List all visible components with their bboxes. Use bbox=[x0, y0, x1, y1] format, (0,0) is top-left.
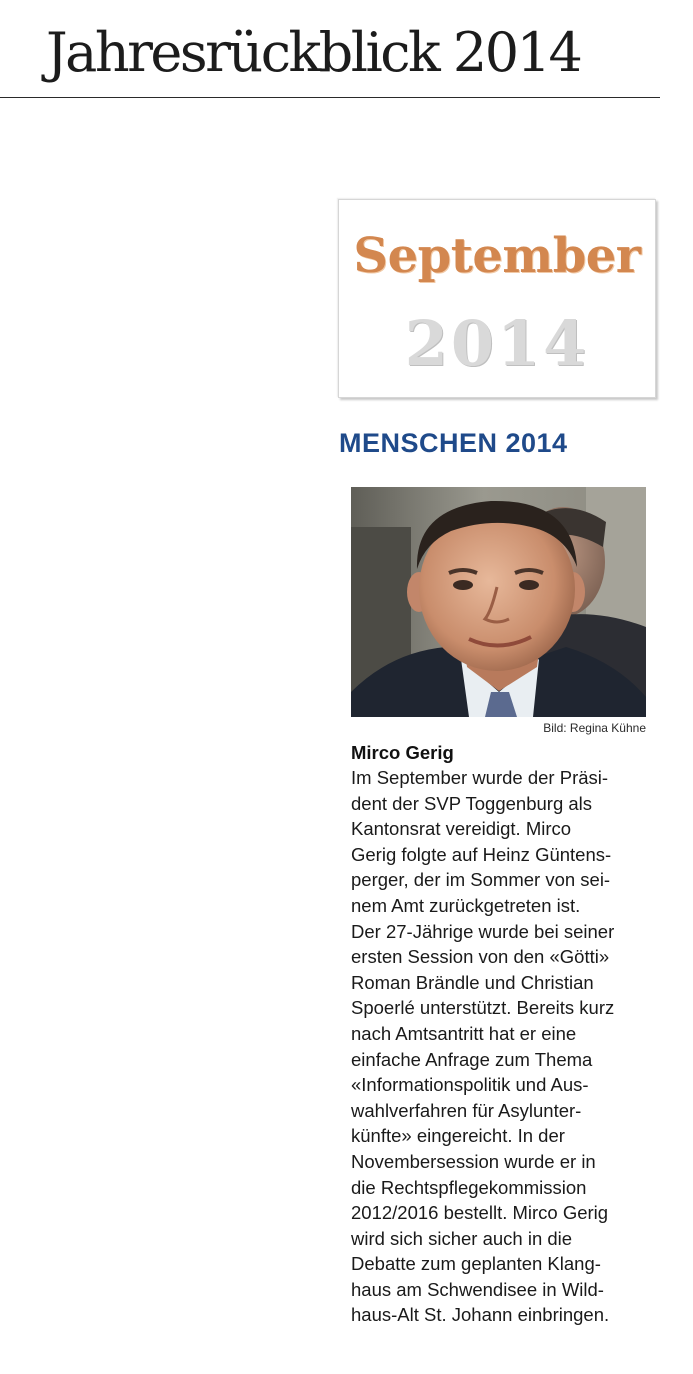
body-line: Im September wurde der Präsi- bbox=[351, 767, 609, 788]
body-line: Roman Brändle und Christian bbox=[351, 971, 594, 993]
body-line: Gerig folgte auf Heinz Güntens- bbox=[351, 843, 612, 865]
body-line: haus-Alt St. Johann einbringen. bbox=[351, 1304, 610, 1326]
masthead-title: Jahresrückblick 2014 bbox=[46, 21, 581, 84]
body-line: ersten Session von den «Götti» bbox=[351, 946, 610, 968]
article bbox=[351, 740, 651, 1328]
month-box bbox=[338, 199, 656, 398]
body-line: wahlverfahren für Asylunter- bbox=[351, 1099, 582, 1121]
month-name: September bbox=[353, 228, 641, 284]
body-line: wird sich sicher auch in die bbox=[351, 1227, 573, 1249]
body-line: perger, der im Sommer von sei- bbox=[351, 869, 611, 891]
photo-credit: Bild: Regina Kühne bbox=[543, 721, 646, 735]
body-line: künfte» eingereicht. In der bbox=[351, 1125, 565, 1147]
masthead bbox=[0, 0, 660, 98]
month-year: 2014 bbox=[404, 307, 590, 380]
body-line: Der 27-Jährige wurde bei seiner bbox=[351, 920, 615, 942]
body-line: einfache Anfrage zum Thema bbox=[351, 1048, 593, 1070]
body-line: nach Amtsantritt hat er eine bbox=[351, 1022, 577, 1044]
body-line: «Informationspolitik und Aus- bbox=[351, 1074, 589, 1096]
body-line: haus am Schwendisee in Wild- bbox=[351, 1278, 604, 1300]
body-line: die Rechtspflegekommission bbox=[351, 1176, 587, 1198]
body-line: Debatte zum geplanten Klang- bbox=[351, 1253, 601, 1275]
body-line: Spoerlé unterstützt. Bereits kurz bbox=[351, 997, 615, 1019]
body-line: Novembersession wurde er in bbox=[351, 1150, 596, 1172]
portrait-photo bbox=[351, 487, 646, 717]
body-line: dent der SVP Toggenburg als bbox=[351, 792, 593, 814]
body-line: Kantonsrat vereidigt. Mirco bbox=[351, 818, 572, 840]
section-heading: MENSCHEN 2014 bbox=[339, 428, 568, 458]
body-line: nem Amt zurückgetreten ist. bbox=[351, 894, 581, 916]
person-name: Mirco Gerig bbox=[351, 742, 454, 763]
body-line: 2012/2016 bestellt. Mirco Gerig bbox=[351, 1202, 609, 1224]
